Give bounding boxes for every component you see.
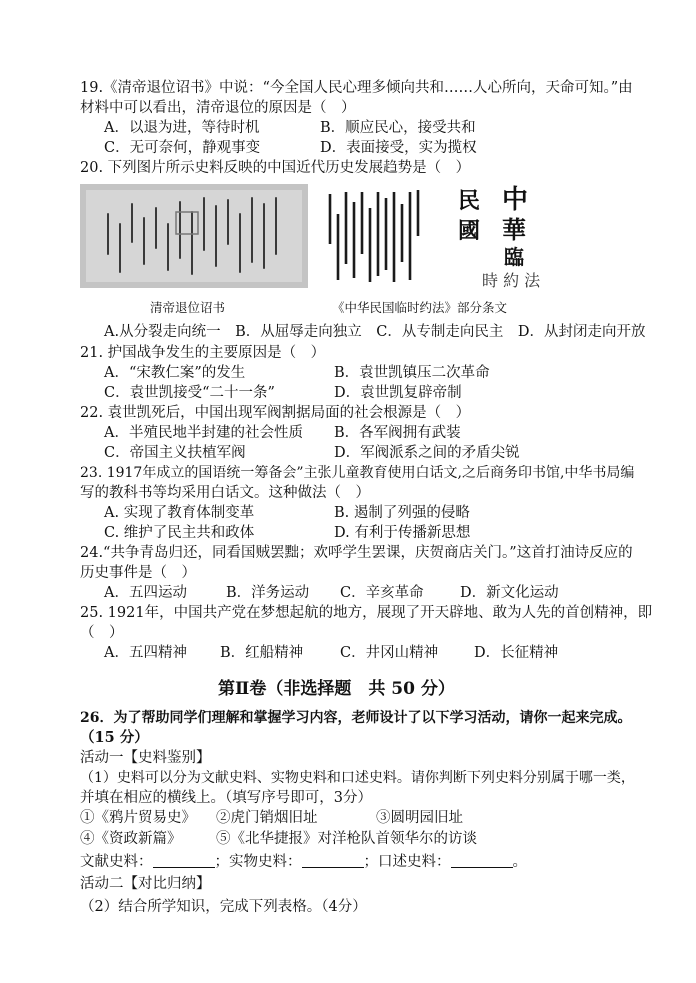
q26-activity-1: 活动一【史料鉴别】 xyxy=(80,750,211,766)
q21-option-c: C．袁世凯接受“二十一条” xyxy=(104,385,275,401)
q22-option-b: B．各军阀拥有武装 xyxy=(334,425,461,441)
q21-option-b: B．袁世凯镇压二次革命 xyxy=(334,365,490,381)
q26-sub1-line2: 并填在相应的横线上。（填写序号即可，3分） xyxy=(80,790,372,806)
q24-option-a: A．五四运动 xyxy=(104,585,187,601)
fill-label-documentary: 文献史料： xyxy=(80,854,153,870)
q22-stem: 22. 袁世凯死后，中国出现军阀割据局面的社会根源是（ ） xyxy=(80,405,471,421)
q26-sub1-line1: （1）史料可以分为文献史料、实物史料和口述史料。请你判断下列史料分别属于哪一类， xyxy=(80,770,635,786)
fill-label-oral: ；口述史料： xyxy=(363,854,451,870)
q24-stem-line2: 历史事件是（ ） xyxy=(80,565,196,581)
svg-text:中: 中 xyxy=(502,185,529,215)
q25-option-d: D．长征精神 xyxy=(474,645,559,661)
q25-stem-line2: （ ） xyxy=(80,625,124,641)
q23-option-c: C. 维护了民主共和政体 xyxy=(104,525,255,541)
q22-option-a: A．半殖民地半封建的社会性质 xyxy=(104,425,303,441)
svg-text:華: 華 xyxy=(502,215,526,244)
q26-fill-line xyxy=(80,852,527,872)
q25-option-b: B．红船精神 xyxy=(220,645,304,661)
q26-stem-line1: 26．为了帮助同学们理解和掌握学习内容，老师设计了以下学习活动，请你一起来完成。 xyxy=(80,710,632,726)
blank-documentary[interactable] xyxy=(153,853,215,868)
q23-stem-line1: 23. 1917年成立的国语统一筹备会”主张儿童教育使用白话文,之后商务印书馆,中华书局编 xyxy=(80,465,635,481)
q25-stem-line1: 25. 1921年，中国共产党在梦想起航的地方，展现了开天辟地、敢为人先的首创精神，即 xyxy=(80,605,653,621)
q24-option-b: B．洋务运动 xyxy=(226,585,310,601)
q25-option-c: C．井冈山精神 xyxy=(340,645,439,661)
q23-option-d: D. 有利于传播新思想 xyxy=(334,525,471,541)
q19-stem-line1: 19.《清帝退位诏书》中说：“今全国人民心理多倾向共和……人心所向，天命可知。”由 xyxy=(80,80,633,96)
svg-text:民: 民 xyxy=(458,188,481,214)
section-2-title: 第Ⅱ卷（非选择题 共 50 分） xyxy=(218,679,455,699)
blank-oral[interactable] xyxy=(451,853,513,868)
q21-option-a: A．“宋教仁案”的发生 xyxy=(104,365,246,381)
q25-option-a: A．五四精神 xyxy=(104,645,187,661)
svg-text:臨: 臨 xyxy=(504,245,524,269)
q26-item-5: ⑤《北华捷报》对洋枪队首领华尔的访谈 xyxy=(216,831,477,847)
q21-stem: 21. 护国战争发生的主要原因是（ ） xyxy=(80,345,326,361)
caption-abdication-edict: 清帝退位诏书 xyxy=(150,300,226,315)
provisional-constitution-photo xyxy=(318,184,430,288)
q26-sub2: （2）结合所学知识，完成下列表格。（4分） xyxy=(80,899,367,915)
abdication-edict-image xyxy=(80,184,308,288)
q23-option-a: A. 实现了教育体制变革 xyxy=(104,505,255,521)
q26-activity-2: 活动二【对比归纳】 xyxy=(80,876,211,892)
q26-item-1: ①《鸦片贸易史》 xyxy=(80,810,196,826)
q19-option-d: D．表面接受，实为揽权 xyxy=(320,140,477,156)
constitution-title-calligraphy xyxy=(440,182,550,290)
q26-stem-line2: （15 分） xyxy=(80,729,149,746)
q22-option-d: D．军阀派系之间的矛盾尖锐 xyxy=(334,445,520,461)
caption-provisional-constitution: 《中华民国临时约法》部分条文 xyxy=(332,300,508,315)
q26-item-3: ③圆明园旧址 xyxy=(376,810,463,826)
q20-options: A.从分裂走向统一 B．从屈辱走向独立 C．从专制走向民主 D．从封闭走向开放 xyxy=(104,324,646,340)
q19-option-b: B．顺应民心，接受共和 xyxy=(320,120,476,136)
provisional-constitution-image xyxy=(318,184,430,288)
q23-option-b: B. 遏制了列强的侵略 xyxy=(334,505,470,521)
q19-option-a: A．以退为进，等待时机 xyxy=(104,120,260,136)
svg-text:時 約 法: 時 約 法 xyxy=(482,271,541,290)
q26-item-2: ②虎门销烟旧址 xyxy=(216,810,318,826)
q24-stem-line1: 24.“共争青岛归还，同看国贼罢黜；欢呼学生罢课，庆贺商店关门。”这首打油诗反应的 xyxy=(80,545,633,561)
q26-item-4: ④《资政新篇》 xyxy=(80,831,182,847)
fill-end: 。 xyxy=(512,854,527,870)
q21-option-d: D．袁世凯复辟帝制 xyxy=(334,385,462,401)
q24-option-c: C．辛亥革命 xyxy=(340,585,424,601)
q23-stem-line2: 写的教科书等均采用白话文。这种做法（ ） xyxy=(80,485,370,501)
q19-stem-line2: 材料中可以看出，清帝退位的原因是（ ） xyxy=(80,100,356,116)
calligraphy-image xyxy=(440,182,550,290)
svg-text:國: 國 xyxy=(458,218,481,244)
q20-stem: 20. 下列图片所示史料反映的中国近代历史发展趋势是（ ） xyxy=(80,160,471,176)
fill-label-physical: ；实物史料： xyxy=(214,854,302,870)
q24-option-d: D．新文化运动 xyxy=(460,585,559,601)
q22-option-c: C．帝国主义扶植军阀 xyxy=(104,445,246,461)
abdication-edict-photo xyxy=(80,184,308,288)
blank-physical[interactable] xyxy=(302,853,364,868)
q19-option-c: C．无可奈何，静观事变 xyxy=(104,140,261,156)
